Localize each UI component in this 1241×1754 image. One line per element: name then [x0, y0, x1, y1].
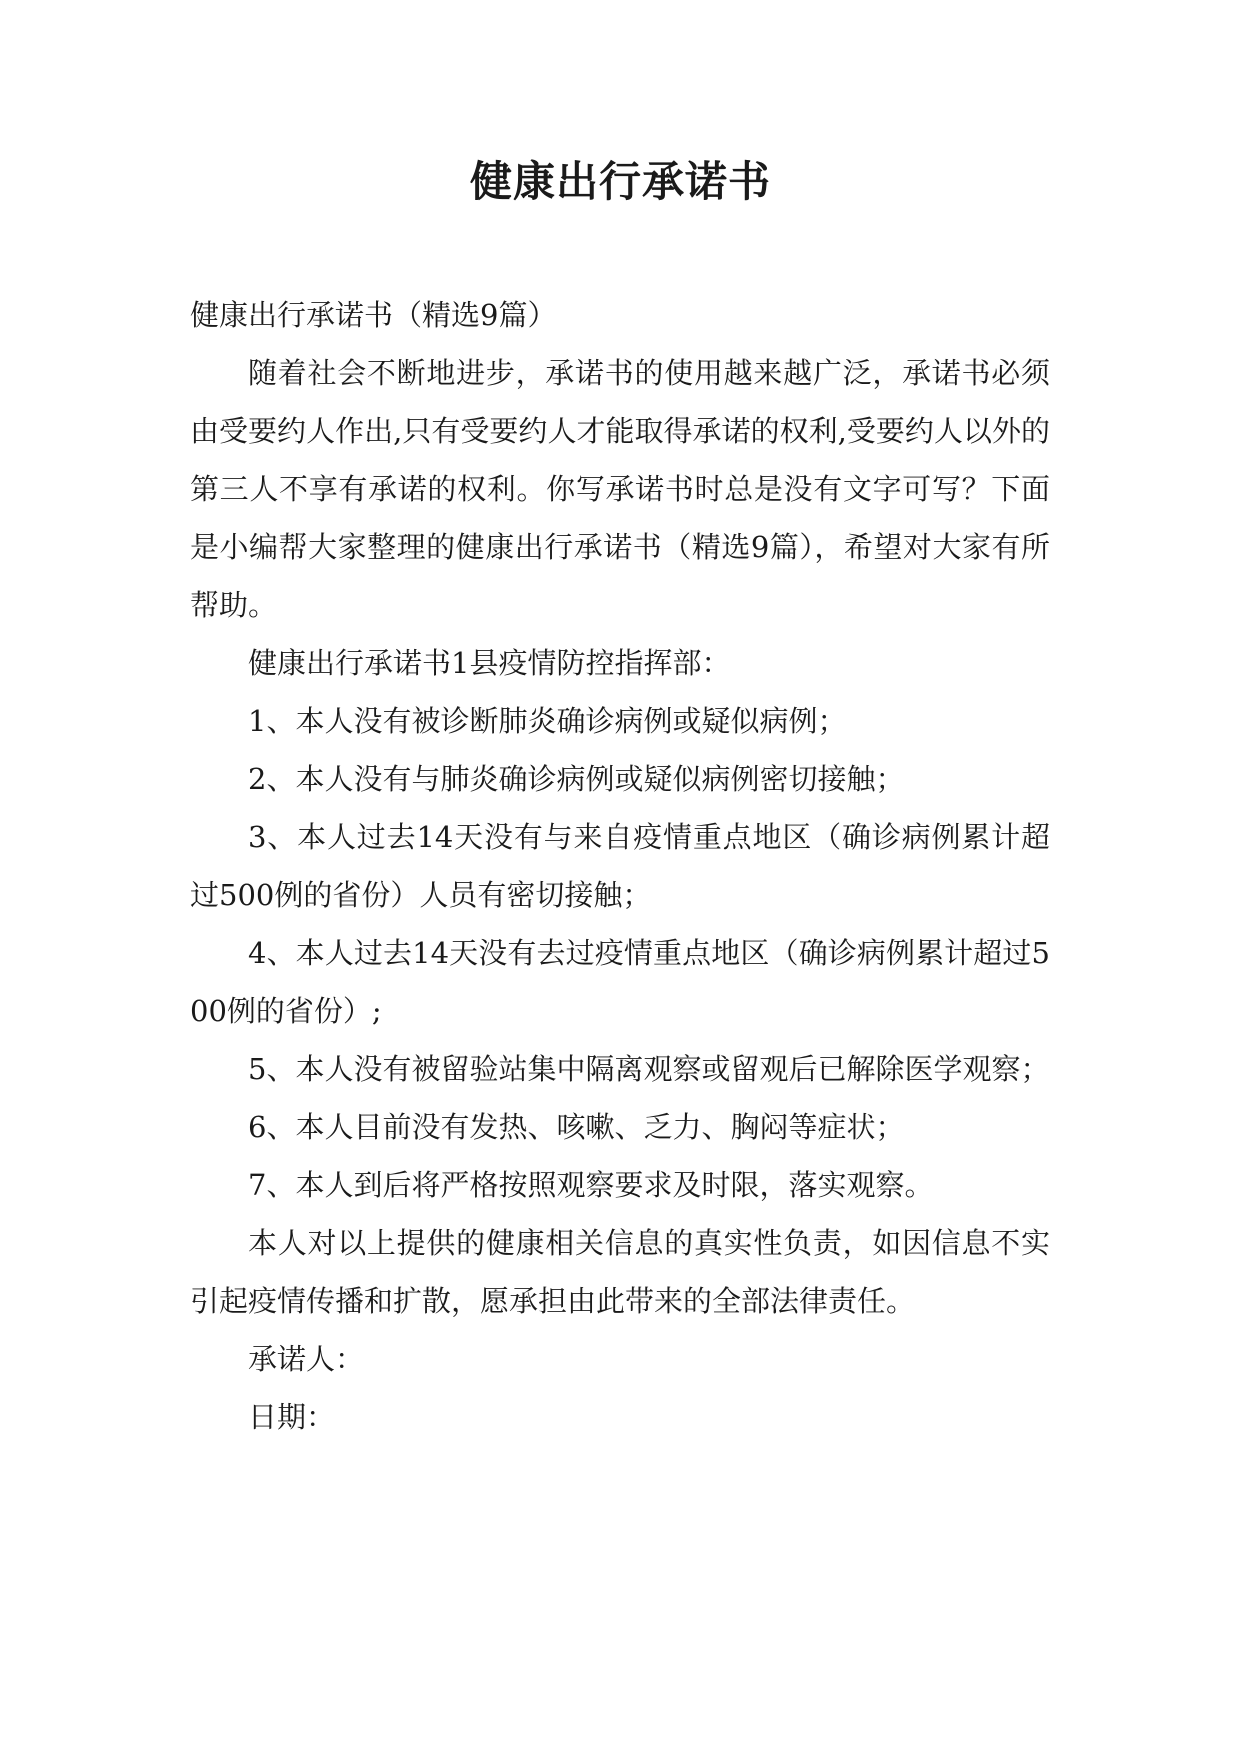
document-body — [190, 286, 1050, 1446]
date-label: 日期： — [248, 1400, 336, 1434]
section-heading: 健康出行承诺书1县疫情防控指挥部： — [248, 646, 731, 680]
list-item: 4、本人过去14天没有去过疫情重点地区（确诊病例累计超过500例的省份）; — [190, 936, 1050, 1028]
list-item: 7、本人到后将严格按照观察要求及时限，落实观察。 — [248, 1168, 934, 1202]
responsibility-paragraph: 本人对以上提供的健康相关信息的真实性负责，如因信息不实引起疫情传播和扩散，愿承担由此带来的全部法律责任。 — [190, 1226, 1050, 1318]
intro-paragraph: 随着社会不断地进步，承诺书的使用越来越广泛，承诺书必须由受要约人作出,只有受要约人才能取得承诺的权利,受要约人以外的第三人不享有承诺的权利。你写承诺书时总是没有文字可写？下面是小编帮大家整理的健康出行承诺书（精选9篇），希望对大家有所帮助。 — [190, 356, 1050, 622]
list-item: 3、本人过去14天没有与来自疫情重点地区（确诊病例累计超过500例的省份）人员有密切接触； — [190, 820, 1050, 912]
list-item: 5、本人没有被留验站集中隔离观察或留观后已解除医学观察； — [248, 1052, 1050, 1086]
list-item: 2、本人没有与肺炎确诊病例或疑似病例密切接触； — [248, 762, 905, 796]
signer-label: 承诺人： — [248, 1342, 365, 1376]
document-subtitle: 健康出行承诺书（精选9篇） — [190, 298, 557, 332]
document-title: 健康出行承诺书 — [469, 157, 771, 206]
list-item: 6、本人目前没有发热、咳嗽、乏力、胸闷等症状； — [248, 1110, 905, 1144]
list-item: 1、本人没有被诊断肺炎确诊病例或疑似病例； — [248, 704, 847, 738]
